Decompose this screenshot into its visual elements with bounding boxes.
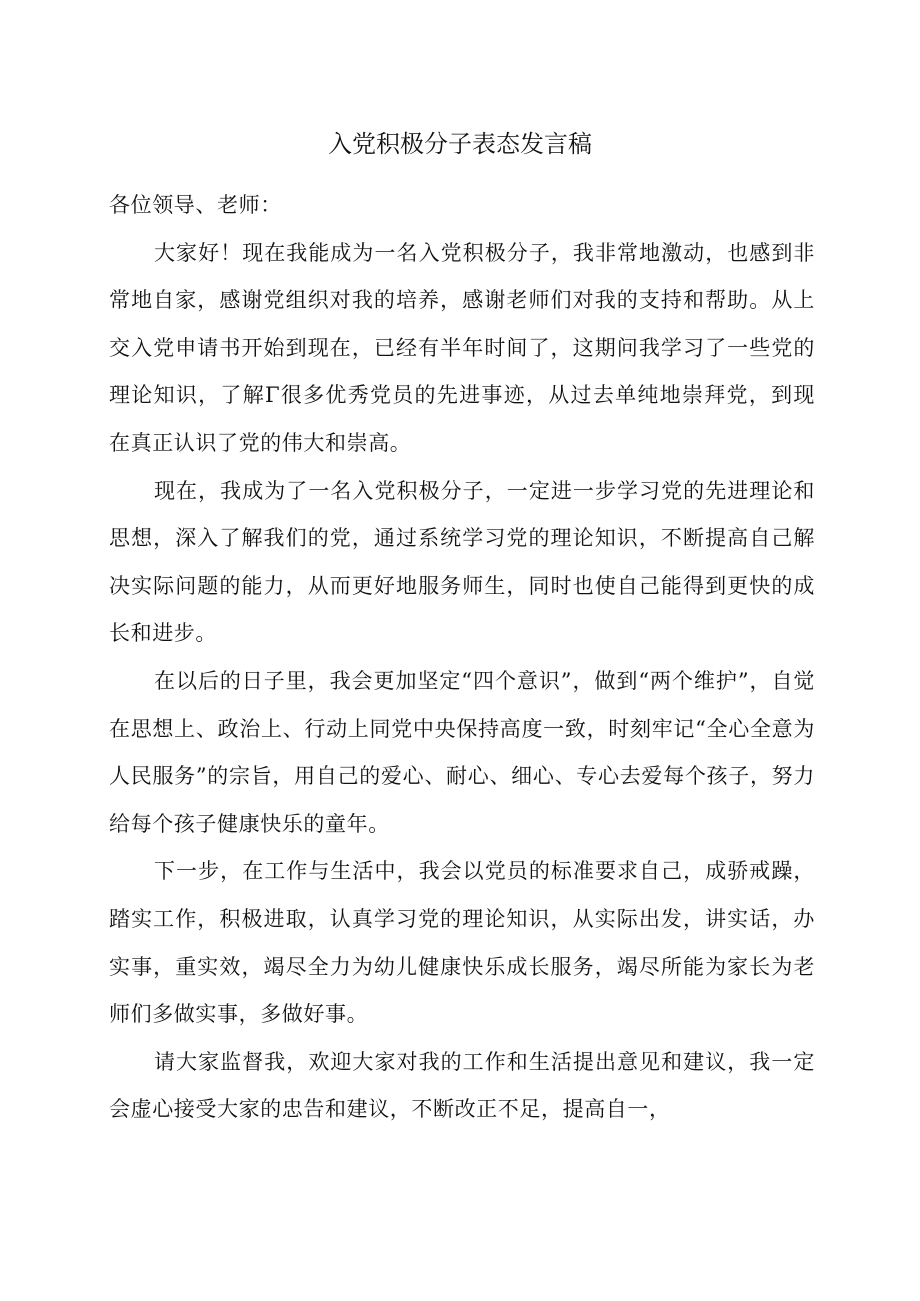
- paragraph-1: 大家好！现在我能成为一名入党积极分子，我非常地激动，也感到非常地自家，感谢党组织对我的培养，感谢老师们对我的支持和帮助。从上交入党申请书开始到现在，已经有半年时间了，这期问我学习了一些党的理论知识，了解Γ很多优秀党员的先进事迹，从过去单纯地崇拜党，到现在真正认识了党的伟大和崇高。: [109, 240, 815, 455]
- paragraph-3: 在以后的日子里，我会更加坚定“四个意识”，做到“两个维护”，自觉在思想上、政治上、行动上同党中央保持高度一致，时刻牢记“全心全意为人民服务”的宗旨，用自己的爱心、耐心、细心、专心去爱每个孩子，努力给每个孩子健康快乐的童年。: [109, 668, 815, 836]
- paragraph-4: 下一步，在工作与生活中，我会以党员的标准要求自己，成骄戒躁，踏实工作，积极进取，认真学习党的理论知识，从实际出发，讲实话，办实事，重实效，竭尽全力为幼儿健康快乐成长服务，竭尽所能为家长为老师们多做实事，多做好事。: [109, 859, 815, 1027]
- document-title: 入党积极分子表态发言稿: [328, 130, 592, 158]
- greeting: 各位领导、老师：: [109, 193, 282, 217]
- paragraph-2: 现在，我成为了一名入党积极分子，一定进一步学习党的先进理论和思想，深入了解我们的党，通过系统学习党的理论知识，不断提高自己解决实际问题的能力，从而更好地服务师生，同时也使自己能得到更快的成长和进步。: [109, 478, 815, 646]
- document-body: [109, 182, 815, 1134]
- paragraph-5: 请大家监督我，欢迎大家对我的工作和生活提出意见和建议，我一定会虚心接受大家的忠告和建议，不断改正不足，提高自一，: [109, 1049, 815, 1122]
